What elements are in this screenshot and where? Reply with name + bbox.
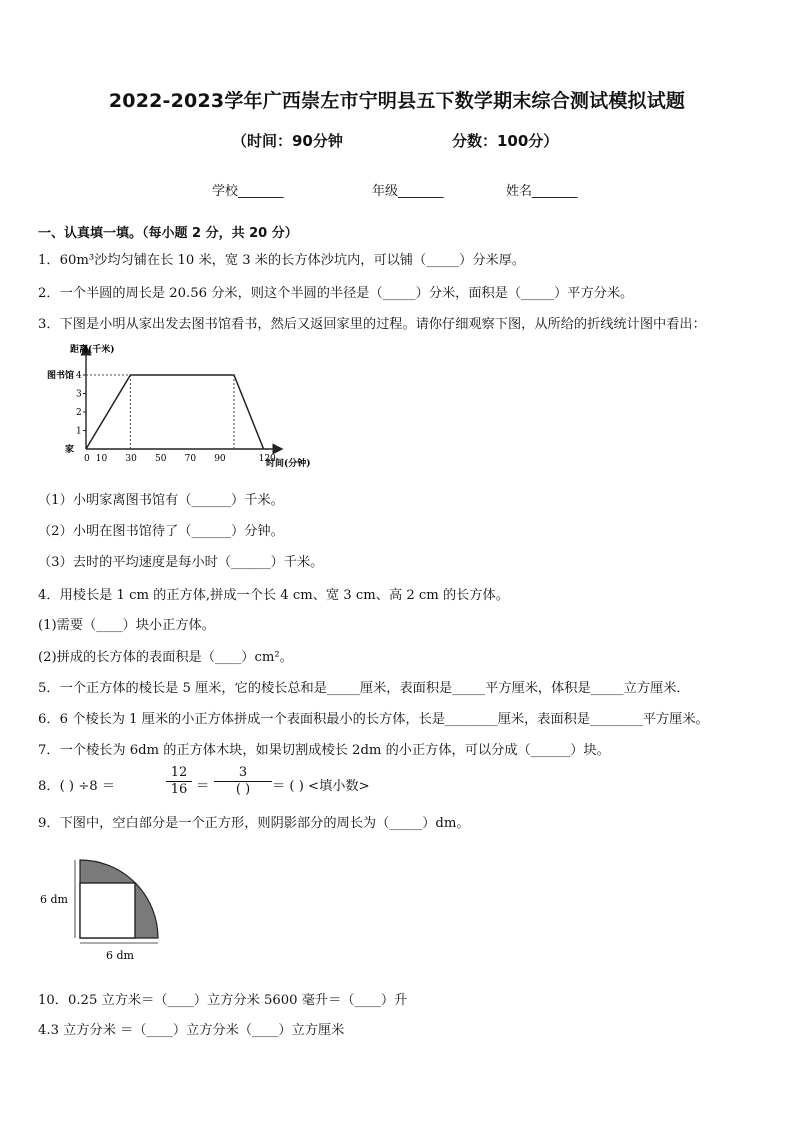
total-score: 分数：100分） [452, 132, 559, 150]
bottom-length-label: 6 dm [106, 949, 134, 962]
y-tick-label: 4 [76, 371, 82, 381]
x-tick-label: 10 [95, 454, 108, 464]
section-heading: 一、认真填一填。（每小题 2 分，共 20 分） [38, 226, 298, 241]
x-tick-label: 0 [84, 454, 90, 464]
fraction-numerator: 12 [170, 765, 188, 780]
question-7: 7．一个棱长为 6dm 的正方体木块，如果切割成棱长 2dm 的小正方体，可以分成（______）块。 [38, 743, 610, 758]
fraction-12-16 [166, 765, 192, 797]
question-8-suffix: ＝ ( ) <填小数> [272, 779, 370, 794]
name-field: 姓名_______ [506, 184, 578, 199]
question-1: 1．60m³沙均匀铺在长 10 米，宽 3 米的长方体沙坑内，可以铺（_____）分米厚。 [38, 253, 526, 268]
grade-field: 年级_______ [372, 184, 444, 199]
question-4-part-2: (2)拼成的长方体的表面积是（____）cm²。 [38, 650, 293, 665]
question-10-part-2: 4.3 立方分米 ＝（____）立方分米（____）立方厘米 [38, 1023, 345, 1038]
question-2: 2．一个半圆的周长是 20.56 分米，则这个半圆的半径是（_____）分米，面积是（_____）平方分米。 [38, 286, 634, 301]
fraction-3-blank [214, 765, 272, 797]
page-title: 2022-2023学年广西崇左市宁明县五下数学期末综合测试模拟试题 [108, 90, 686, 112]
question-6: 6．6 个棱长为 1 厘米的小正方体拼成一个表面积最小的长方体，长是________厘米，表面积是________平方厘米。 [38, 712, 709, 727]
fraction-numerator: 3 [238, 765, 248, 780]
y-tick-name: 图书馆 [47, 371, 75, 381]
question-3-part-1: （1）小明家离图书馆有（______）千米。 [38, 493, 284, 508]
x-tick-label: 120 [258, 454, 276, 464]
time-limit: （时间：90分钟 [232, 132, 343, 150]
chart-series-line [86, 375, 264, 449]
x-tick-label: 70 [184, 454, 197, 464]
question-3-part-3: （3）去时的平均速度是每小时（______）千米。 [38, 555, 324, 570]
y-tick-label: 3 [76, 389, 82, 400]
x-tick-label: 90 [214, 454, 226, 464]
y-tick-label: 2 [76, 408, 82, 418]
y-tick-label: 1 [76, 426, 82, 437]
question-3: 3．下图是小明从家出发去图书馆看书，然后又返回家里的过程。请你仔细观察下图，从所给的折线统计图中看出： [38, 317, 706, 332]
question-5: 5．一个正方体的棱长是 5 厘米，它的棱长总和是_____厘米，表面积是_____平方厘米，体积是_____立方厘米． [38, 681, 690, 696]
distance-time-chart [40, 338, 330, 473]
x-tick-label: 50 [155, 454, 167, 464]
question-8-equals: ＝ [196, 779, 210, 794]
quarter-circle-figure [38, 852, 168, 964]
fraction-denominator: ( ) [214, 781, 272, 797]
question-8-prefix: 8．( ) ÷8 ＝ [38, 779, 116, 794]
question-4-part-1: (1)需要（____）块小正方体。 [38, 618, 215, 633]
school-field: 学校_______ [212, 184, 284, 199]
white-square [80, 883, 135, 938]
question-3-part-2: （2）小明在图书馆待了（______）分钟。 [38, 524, 284, 539]
chart-xlabel: 时间(分钟) [266, 459, 311, 469]
y-tick-name: 家 [65, 445, 75, 455]
question-4: 4．用棱长是 1 cm 的正方体,拼成一个长 4 cm、宽 3 cm、高 2 cm 的长方体。 [38, 588, 509, 603]
question-10: 10．0.25 立方米＝（____）立方分米 5600 毫升＝（____）升 [38, 993, 408, 1008]
question-9: 9．下图中，空白部分是一个正方形，则阴影部分的周长为（_____）dm。 [38, 816, 470, 831]
x-tick-label: 30 [125, 454, 137, 464]
side-length-label: 6 dm [40, 893, 68, 906]
fraction-denominator: 16 [166, 781, 192, 797]
chart-ylabel: 距离(千米) [70, 345, 115, 355]
